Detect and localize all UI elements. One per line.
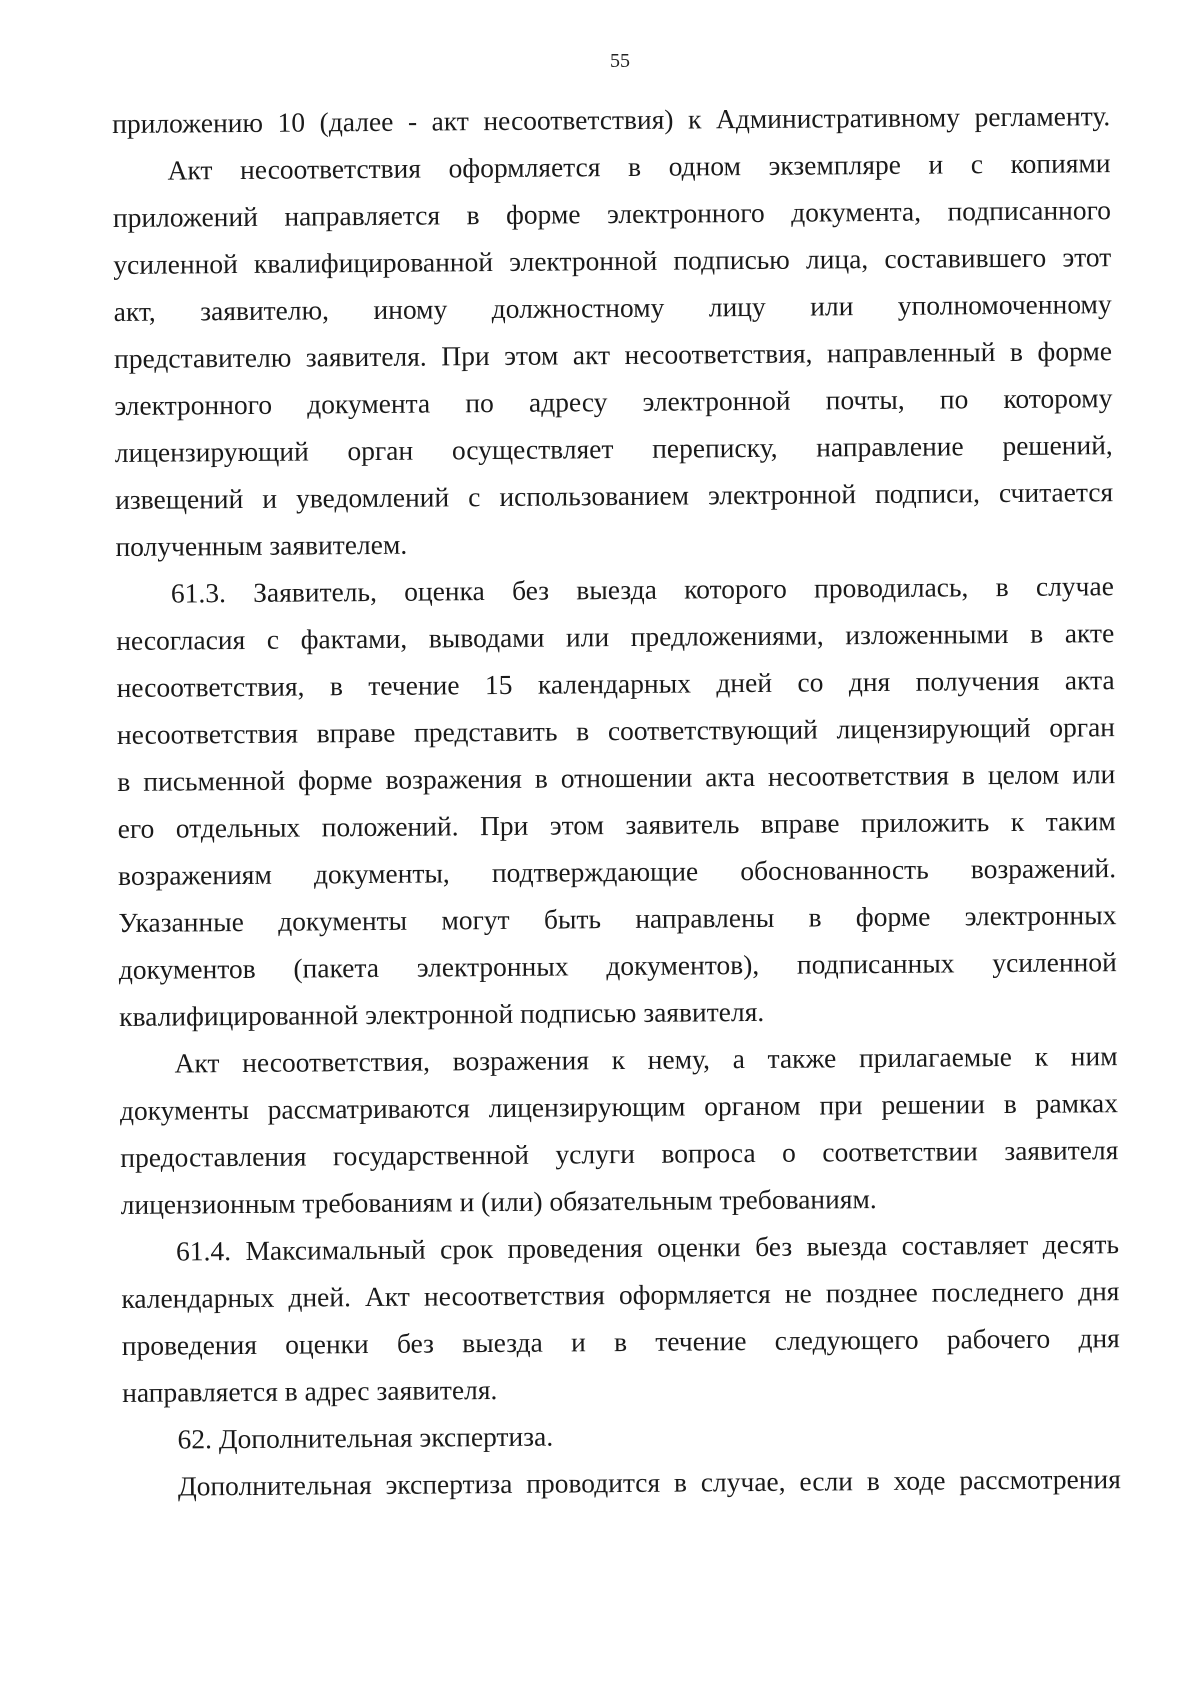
text-line: приложению 10 (далее - акт несоответствия) к Административному регламенту. xyxy=(112,100,1111,139)
text-line: электронного документа по адресу электронной почты, по которому xyxy=(114,382,1113,421)
text-line: в письменной форме возражения в отношении акта несоответствия в целом или xyxy=(117,758,1116,797)
text-line: усиленной квалифицированной электронной подписью лица, составившего этот xyxy=(113,241,1112,280)
section-heading: 62. Дополнительная экспертиза. xyxy=(177,1420,554,1455)
text-line: акт, заявителю, иному должностному лицу или уполномоченному xyxy=(113,288,1112,327)
text-line: Акт несоответствия оформляется в одном экземпляре и с копиями xyxy=(167,147,1111,186)
text-line: несоответствия, в течение 15 календарных дней со дня получения акта xyxy=(116,664,1115,703)
text-line: направляется в адрес заявителя. xyxy=(122,1374,498,1408)
text-line: приложений направляется в форме электронного документа, подписанного xyxy=(112,194,1112,233)
text-line: лицензионным требованиям и (или) обязательным требованиям. xyxy=(120,1183,877,1220)
text-line: документы рассматриваются лицензирующим органом при решении в рамках xyxy=(119,1087,1119,1126)
text-line: проведения оценки без выезда и в течение следующего рабочего дня xyxy=(121,1322,1120,1361)
text-line: представителю заявителя. При этом акт несоответствия, направленный в форме xyxy=(113,335,1113,374)
text-line: лицензирующий орган осуществляет переписку, направление решений, xyxy=(114,429,1113,468)
document-body xyxy=(112,92,1121,1510)
text-line: предоставления государственной услуги вопроса о соответствии заявителя xyxy=(120,1134,1119,1173)
text-line: документов (пакета электронных документов), подписанных усиленной xyxy=(118,946,1117,985)
text-line: Акт несоответствия, возражения к нему, а также прилагаемые к ним xyxy=(174,1040,1118,1079)
text-line: календарных дней. Акт несоответствия оформляется не позднее последнего дня xyxy=(121,1275,1120,1314)
page-number: 55 xyxy=(610,50,630,72)
text-line: 61.4. Максимальный срок проведения оценки без выезда составляет десять xyxy=(175,1228,1120,1267)
text-line: несогласия с фактами, выводами или предложениями, изложенными в акте xyxy=(116,617,1115,656)
text-line: несоответствия вправе представить в соответствующий лицензирующий орган xyxy=(116,711,1116,750)
text-line: Указанные документы могут быть направлены в форме электронных xyxy=(118,899,1117,938)
text-line: полученным заявителем. xyxy=(115,528,408,562)
text-line: Дополнительная экспертиза проводится в случае, если в ходе рассмотрения xyxy=(177,1463,1121,1502)
text-line: возражениям документы, подтверждающие обоснованность возражений. xyxy=(117,852,1117,891)
text-line: 61.3. Заявитель, оценка без выезда которого проводилась, в случае xyxy=(170,570,1114,609)
text-line: извещений и уведомлений с использованием электронной подписи, считается xyxy=(115,476,1114,515)
text-line: его отдельных положений. При этом заявитель вправе приложить к таким xyxy=(117,805,1116,844)
text-line: квалифицированной электронной подписью заявителя. xyxy=(119,995,765,1032)
